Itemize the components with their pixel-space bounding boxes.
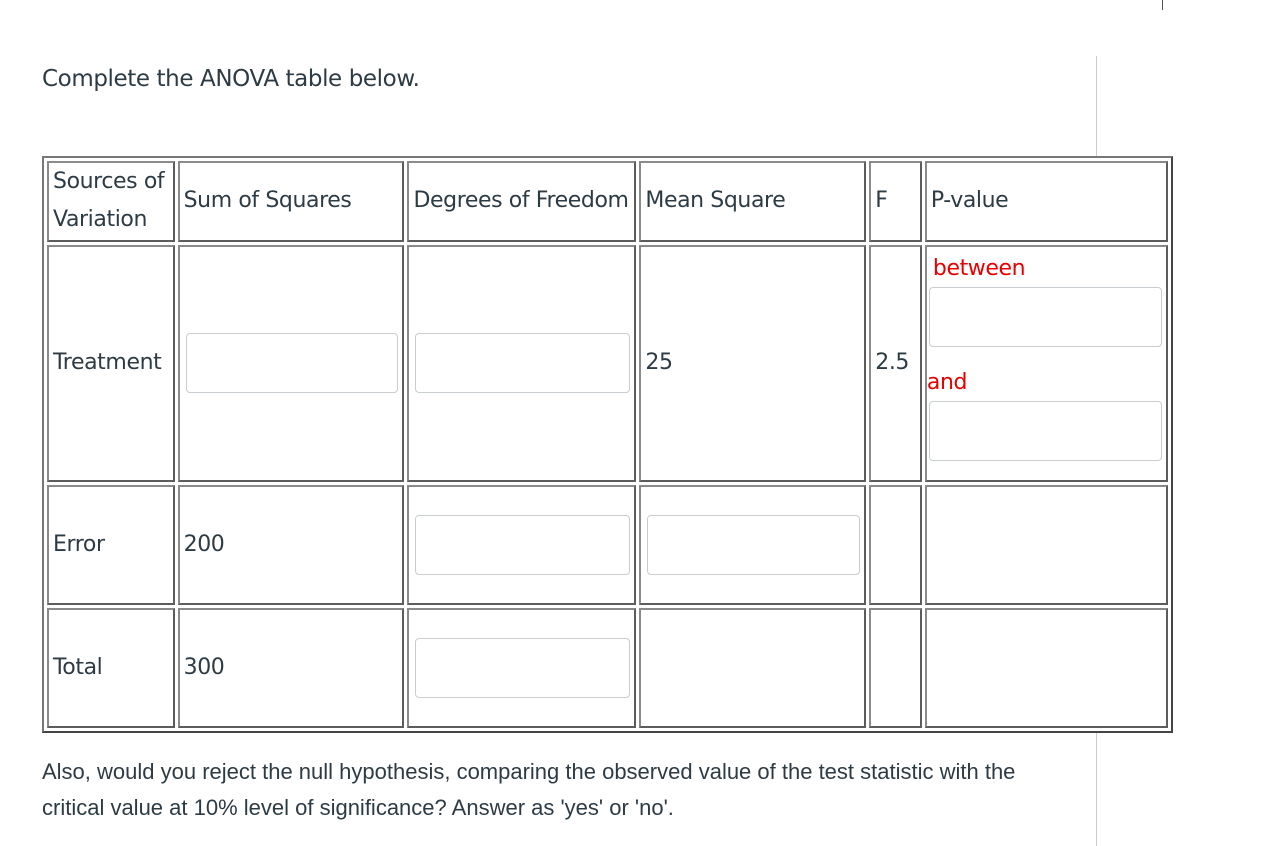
treatment-ms-value: 25	[639, 245, 866, 482]
total-df-cell	[407, 608, 636, 728]
corner-tick-mark	[1162, 0, 1163, 10]
total-f-empty	[869, 608, 922, 728]
error-df-input[interactable]	[415, 515, 630, 575]
treatment-row	[47, 245, 1168, 482]
pvalue-lower-input[interactable]	[929, 287, 1162, 347]
total-ss-value: 300	[178, 608, 405, 728]
total-label: Total	[47, 608, 175, 728]
error-label: Error	[47, 485, 175, 605]
header-degrees-of-freedom: Degrees of Freedom	[407, 161, 636, 242]
treatment-f-value: 2.5	[869, 245, 922, 482]
error-row	[47, 485, 1168, 605]
question-prompt: Complete the ANOVA table below.	[42, 66, 420, 92]
error-ms-cell	[639, 485, 866, 605]
treatment-ss-input[interactable]	[186, 333, 399, 393]
treatment-ss-cell	[178, 245, 405, 482]
error-df-cell	[407, 485, 636, 605]
treatment-df-input[interactable]	[415, 333, 630, 393]
total-df-input[interactable]	[415, 638, 630, 698]
header-sources-of-variation: Sources of Variation	[47, 161, 175, 242]
treatment-label: Treatment	[47, 245, 175, 482]
error-ms-input[interactable]	[647, 515, 860, 575]
header-p-value: P-value	[925, 161, 1168, 242]
treatment-pvalue-cell	[925, 245, 1168, 482]
header-mean-square: Mean Square	[639, 161, 866, 242]
error-pvalue-empty	[925, 485, 1168, 605]
header-row	[47, 161, 1168, 242]
total-row	[47, 608, 1168, 728]
followup-question: Also, would you reject the null hypothesis, comparing the observed value of the test statistic with the critical value at 10% level of significance? Answer as 'yes' or 'no'.	[42, 759, 1016, 820]
error-f-empty	[869, 485, 922, 605]
anova-table	[42, 156, 1173, 733]
header-f: F	[869, 161, 922, 242]
treatment-df-cell	[407, 245, 636, 482]
total-ms-empty	[639, 608, 866, 728]
pvalue-between-label: between	[932, 255, 1026, 281]
header-sum-of-squares: Sum of Squares	[178, 161, 405, 242]
pvalue-and-label: and	[926, 369, 968, 395]
pvalue-upper-input[interactable]	[929, 401, 1162, 461]
error-ss-value: 200	[178, 485, 405, 605]
total-pvalue-empty	[925, 608, 1168, 728]
